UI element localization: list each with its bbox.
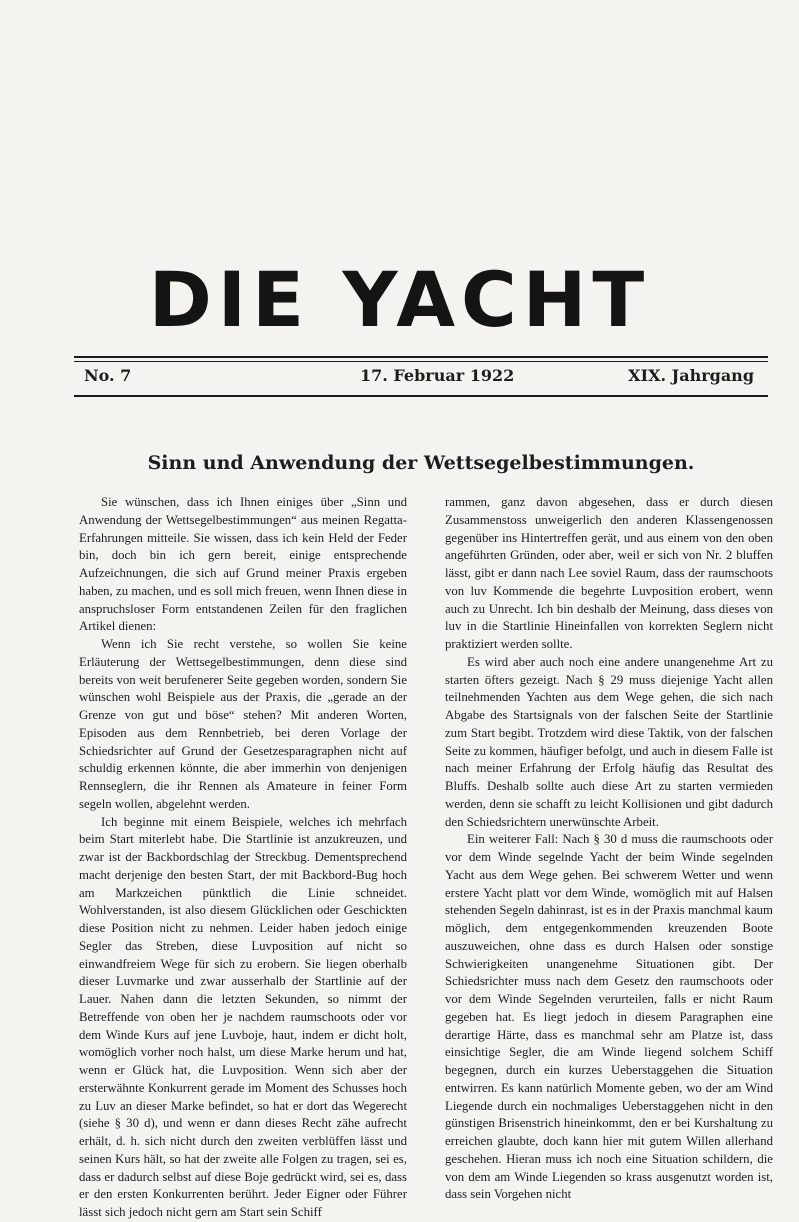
paragraph: Es wird aber auch noch eine andere unangenehme Art zu starten öfters gezeigt. Nach § 29 muss diejenige Yacht allen teilnehmenden Yachten aus dem Wege gehen, die sich nach Abgabe des Startsignals von der falschen Seite der Startlinie zum Start begibt. Trotzdem wird diese Taktik, von der falschen Seite zu kommen, häufiger befolgt, und auch in diesem Falle ist nach meiner Erfahrung der Erfolg häufig das Resultat des Bluffs. Deshalb sollte auch diese Art zu starten vermieden werden, denn sie schafft zu leicht Kollisionen und gibt dadurch den Schiedsrichtern unerwünschte Arbeit.: [445, 654, 773, 829]
paragraph: Ich beginne mit einem Beispiele, welches ich mehrfach beim Start miterlebt habe. Die Startlinie ist anzukreuzen, und zwar ist der Backbordschlag der Streckbug. Dementsprechend macht derjenige den besten Start, der mit Backbord-Bug hoch am Markzeichen pünktlich die Linie schneidet. Wohlverstanden, ist also diesem Glücklichen oder Geschickten diese Position nicht zu nehmen. Leider haben jedoch einige Segler das Streben, diese Luvposition auf nicht so einwandfreiem Wege für sich zu erobern. Sie liegen oberhalb dieser Luvmarke und zwar ausserhalb der Startlinie auf der Lauer. Nahen dann die letzten Sekunden, so nimmt der Betreffende von oben her je nachdem raumschoots oder vor dem Winde Kurs auf jene Luvboje, haut, indem er dicht holt, womöglich vorher noch halst, um diese Marke herum und hat, wenn er Glück hat, die Luvposition. Wenn sich aber der ersterwähnte Konkurrent gerade im Moment des Schusses hoch zu Luv an dieser Marke befindet, so hat er dort das Wegerecht (siehe § 30 d), und wenn er dann dieses Recht zähe aufrecht erhält, d. h. sich nicht durch den zweiten verblüffen lässt und seinen Kurs hält, so hat der zweite alle Folgen zu tragen, sei es, dass er dadurch selbst auf diese Boje gedrückt wird, sei es, dass er den ersten Konkurrenten berührt. Jeder Eigner oder Führer lässt sich jedoch nicht gern am Start sein Schiff: [79, 814, 407, 1219]
header-rule-top-thin: [74, 361, 768, 362]
header-rule-top: [74, 356, 768, 358]
header-rule-bottom: [74, 395, 768, 397]
issue-date: 17. Februar 1922: [360, 366, 515, 385]
paragraph: Sie wünschen, dass ich Ihnen einiges über „Sinn und Anwendung der Wettsegelbestimmungen“ aus meinen Regatta-Erfahrungen mitteile. Sie wissen, dass ich kein Held der Feder bin, doch bin ich gern bereit, einige entsprechende Aufzeichnungen, die sich auf Grund meiner Praxis ergeben haben, zu machen, und es soll mich freuen, wenn Ihnen diese in anspruchsloser Form entstandenen Zeilen für den fraglichen Artikel dienen:: [79, 495, 407, 634]
masthead-title: DIE YACHT: [148, 255, 651, 344]
article-title: Sinn und Anwendung der Wettsegelbestimmungen.: [147, 452, 695, 474]
article-column-right: [445, 494, 773, 1204]
paragraph: Wenn ich Sie recht verstehe, so wollen Sie keine Erläuterung der Wettsegelbestimmungen, denn diese sind bereits von weit berufenerer Seite gegeben worden, sondern Sie wünschen wohl Beispiele aus der Praxis, die „gerade an der Grenze von gut und böse“ stehen? Mit anderen Worten, Episoden aus dem Rennbetrieb, bei deren Vorlage der Schiedsrichter auf Grund der Gesetzesparagraphen nicht auf schuldig erkennen könnte, die aber immerhin von denjenigen Rennseglern, die ihr Rennen als Amateure in feiner Form segeln wollen, abgelehnt werden.: [79, 637, 407, 811]
paragraph: Ein weiterer Fall: Nach § 30 d muss die raumschoots oder vor dem Winde segelnde Yacht der beim Winde segelnden Yacht aus dem Wege gehen. Bei schwerem Wetter und wenn erstere Yacht platt vor dem Winde, womöglich mit auf Halsen stehenden Segeln dahinrast, ist es in der Praxis manchmal kaum möglich, dem entgegenkommenden kreuzenden Boote auszuweichen, ohne dass es durch Halsen oder sonstige Schwierigkeiten unangenehme Situationen gibt. Der Schiedsrichter muss nach dem Gesetz den raumschoots oder vor dem Winde Segelnden verurteilen, falls er nicht Raum gegeben hat. Es liegt jedoch in diesem Paragraphen eine derartige Härte, dass es manchmal sehr am Platze ist, dass einsichtige Segler, die am Winde liegend solchem Schiff begegnen, durch ein kurzes Ueberstaggehen die Situation entwirren. Es kann natürlich Momente geben, wo der am Wind Liegende durch ein nochmaliges Ueberstaggehen nicht in den günstigen Brisenstrich hineinkommt, den er bei Kurshaltung zu erreichen glaubte, doch kann hier mit gutem Willen allerhand geschehen. Hieran muss ich noch eine Situation schildern, die von dem am Winde Liegenden so krass ausgenutzt worden ist, dass sein Vorgehen nicht: [445, 832, 773, 1202]
article-column-left: [79, 494, 407, 1222]
issue-volume: XIX. Jahrgang: [628, 366, 754, 385]
paragraph: rammen, ganz davon abgesehen, dass er durch diesen Zusammenstoss unweigerlich den anderen Klassengenossen gegenüber ins Hintertreffen gerät, und aus einem von den oben angeführten Gründen, oder aber, weil er sich von Nr. 2 bluffen lässt, gibt er dann nach Lee soviel Raum, dass der raumschoots von luv Kommende die begehrte Luvposition erobert, wenn auch zu Unrecht. Ich bin deshalb der Meinung, dass dieses von luv in die Startlinie Hineinfallen von korrekten Seglern nicht praktiziert werden sollte.: [445, 495, 773, 651]
issue-info-row: [74, 366, 768, 390]
issue-number: No. 7: [84, 366, 132, 385]
